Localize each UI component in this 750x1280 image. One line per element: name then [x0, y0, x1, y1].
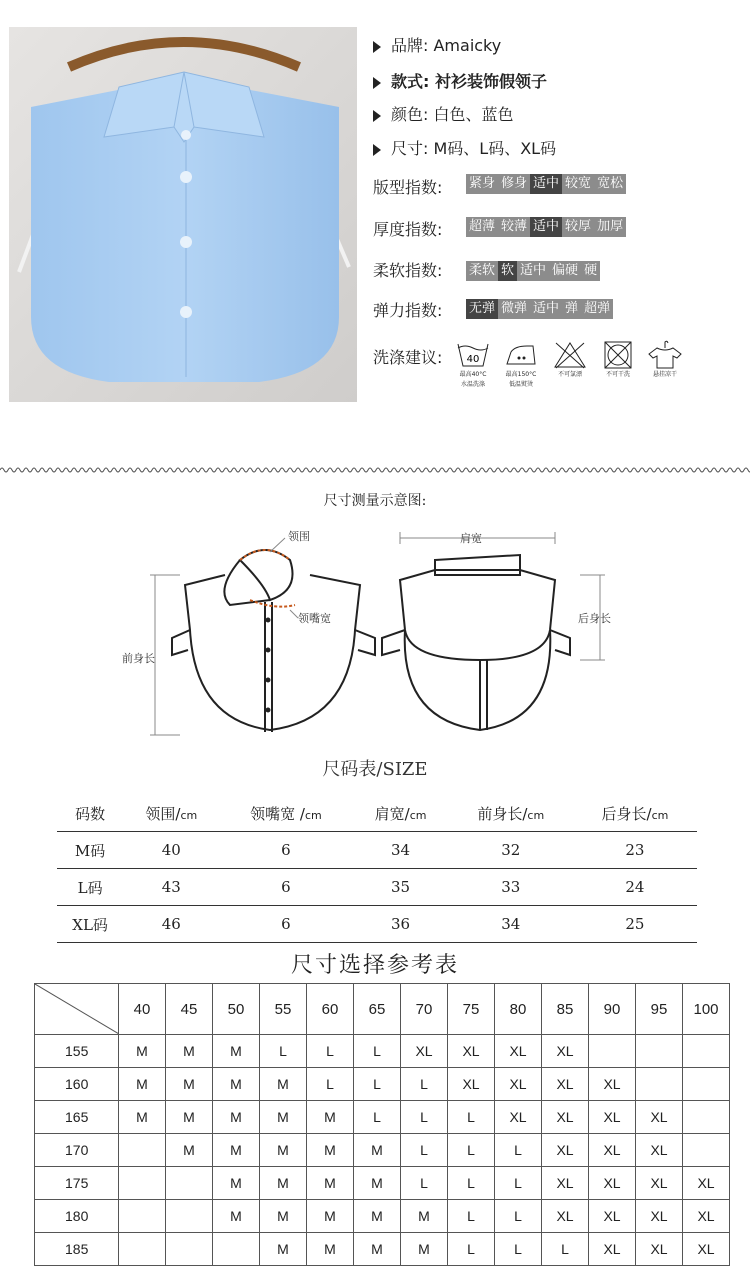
label-back: 后身长	[578, 612, 611, 625]
size-cell: M	[213, 1167, 260, 1200]
measure-diagram	[100, 520, 660, 750]
triangle-bullet-icon	[373, 144, 381, 156]
label-collar-tip: 领嘴宽	[298, 612, 331, 625]
no-tumble-dry-icon	[598, 340, 638, 380]
softness-index-label: 柔软指数:	[373, 261, 443, 280]
cell: 6	[281, 841, 291, 859]
cell: 6	[281, 915, 291, 933]
index-option: 超弹	[581, 299, 613, 319]
size-cell	[166, 1233, 213, 1266]
index-option: 软	[498, 261, 517, 281]
size-cell: M	[307, 1200, 354, 1233]
cell: 23	[625, 841, 645, 859]
cell: 25	[625, 915, 645, 933]
cell: L码	[77, 878, 103, 897]
size-cell: XL	[448, 1035, 495, 1068]
height-row-header: 175	[35, 1167, 119, 1200]
size-cell: M	[354, 1200, 401, 1233]
index-option: 偏硬	[549, 261, 581, 281]
size-cell: M	[213, 1134, 260, 1167]
index-option: 弹	[562, 299, 581, 319]
size-cell: M	[119, 1035, 166, 1068]
weight-column-header: 65	[354, 984, 401, 1035]
size-cell: XL	[636, 1167, 683, 1200]
size-cell: M	[260, 1068, 307, 1101]
index-option: 修身	[498, 174, 530, 194]
wash-label: 洗涤建议:	[373, 348, 443, 367]
height-row-header: 165	[35, 1101, 119, 1134]
index-option: 紧身	[466, 174, 498, 194]
size-cell: M	[119, 1068, 166, 1101]
size-cell: M	[354, 1233, 401, 1266]
size-cell: L	[495, 1200, 542, 1233]
attr-style: 款式: 衬衫装饰假领子	[373, 69, 547, 92]
wash-caption-2: 水温洗涤	[460, 381, 485, 388]
table-row	[57, 869, 697, 906]
size-cell: M	[119, 1101, 166, 1134]
index-option: 适中	[530, 217, 562, 237]
size-cell: M	[166, 1068, 213, 1101]
size-cell: XL	[542, 1167, 589, 1200]
size-cell: XL	[542, 1068, 589, 1101]
size-cell: L	[401, 1167, 448, 1200]
size-cell: L	[354, 1068, 401, 1101]
reference-title: 尺寸选择参考表	[290, 953, 459, 978]
corner-cell	[35, 984, 119, 1035]
size-table-title: 尺码表/SIZE	[322, 759, 428, 780]
weight-column-header: 95	[636, 984, 683, 1035]
iron-150-icon	[501, 340, 541, 390]
index-option: 较宽	[562, 174, 594, 194]
weight-column-header: 50	[213, 984, 260, 1035]
diagonal-line	[35, 984, 119, 1034]
iron-caption-1: 最高150°C	[505, 371, 537, 378]
weight-column-header: 80	[495, 984, 542, 1035]
size-cell: M	[166, 1134, 213, 1167]
size-cell: L	[542, 1233, 589, 1266]
size-cell	[119, 1167, 166, 1200]
size-cell: M	[260, 1233, 307, 1266]
weight-column-header: 90	[589, 984, 636, 1035]
cell: 34	[501, 915, 521, 933]
size-cell: XL	[589, 1200, 636, 1233]
header-back: 后身长/cm	[601, 804, 669, 823]
cell: XL码	[72, 915, 108, 934]
size-cell: XL	[495, 1101, 542, 1134]
size-cell: M	[307, 1134, 354, 1167]
index-option: 加厚	[594, 217, 626, 237]
size-table	[57, 795, 697, 943]
size-cell: XL	[495, 1035, 542, 1068]
cell: 33	[501, 878, 521, 896]
size-cell: XL	[542, 1035, 589, 1068]
header-front: 前身长/cm	[477, 804, 545, 823]
size-cell: L	[448, 1167, 495, 1200]
size-cell	[213, 1233, 260, 1266]
header-collar: 领围/cm	[145, 804, 198, 823]
cell: 43	[161, 878, 181, 896]
height-row-header: 160	[35, 1068, 119, 1101]
no-bleach-caption: 不可氯漂	[557, 371, 582, 378]
table-row	[35, 1101, 730, 1134]
table-row	[35, 1035, 730, 1068]
index-option: 适中	[517, 261, 549, 281]
weight-column-header: 70	[401, 984, 448, 1035]
no-tumble-caption: 不可干洗	[605, 371, 630, 378]
height-row-header: 155	[35, 1035, 119, 1068]
size-cell: L	[448, 1134, 495, 1167]
header-collar-tip: 领嘴宽 /cm	[250, 804, 322, 823]
hang-dry-icon	[645, 340, 685, 380]
cell: 36	[391, 915, 411, 933]
size-cell: L	[401, 1134, 448, 1167]
cell: 34	[391, 841, 411, 859]
size-cell: XL	[636, 1200, 683, 1233]
index-option: 宽松	[594, 174, 626, 194]
cell: 46	[161, 915, 181, 933]
size-cell: L	[495, 1233, 542, 1266]
no-bleach-icon	[550, 340, 590, 380]
attr-color: 颜色: 白色、蓝色	[373, 102, 513, 125]
size-cell: L	[354, 1101, 401, 1134]
size-cell: XL	[542, 1134, 589, 1167]
measure-title: 尺寸测量示意图:	[323, 493, 427, 509]
size-cell	[119, 1233, 166, 1266]
header-shoulder: 肩宽/cm	[374, 804, 427, 823]
size-cell: L	[307, 1068, 354, 1101]
size-cell: XL	[636, 1134, 683, 1167]
size-cell	[683, 1134, 730, 1167]
size-cell: M	[260, 1134, 307, 1167]
weight-column-header: 40	[119, 984, 166, 1035]
size-cell: XL	[401, 1035, 448, 1068]
elasticity-index-label: 弹力指数:	[373, 301, 443, 320]
label-collar: 领围	[288, 530, 310, 543]
table-row	[57, 906, 697, 943]
size-cell	[166, 1167, 213, 1200]
size-cell: XL	[589, 1134, 636, 1167]
cell: 6	[281, 878, 291, 896]
size-cell: XL	[636, 1233, 683, 1266]
size-cell: M	[401, 1233, 448, 1266]
cell: 40	[161, 841, 181, 859]
index-option: 无弹	[466, 299, 498, 319]
size-cell: L	[260, 1035, 307, 1068]
table-row	[35, 1233, 730, 1266]
size-cell: M	[166, 1101, 213, 1134]
wave-divider	[0, 464, 750, 476]
size-cell	[683, 1035, 730, 1068]
size-cell: L	[354, 1035, 401, 1068]
fit-index-label: 版型指数:	[373, 178, 443, 197]
reference-header-row	[35, 984, 730, 1035]
index-option: 较厚	[562, 217, 594, 237]
label-shoulder: 肩宽	[460, 532, 482, 545]
size-cell: L	[495, 1167, 542, 1200]
table-row	[57, 832, 697, 869]
attr-size: 尺寸: M码、L码、XL码	[373, 136, 556, 159]
weight-column-header: 85	[542, 984, 589, 1035]
cell: 24	[625, 878, 645, 896]
size-cell: XL	[683, 1233, 730, 1266]
elasticity-index-bar	[466, 299, 613, 319]
size-cell: M	[401, 1200, 448, 1233]
triangle-bullet-icon	[373, 41, 381, 53]
size-cell	[589, 1035, 636, 1068]
size-cell: M	[260, 1200, 307, 1233]
size-cell: XL	[448, 1068, 495, 1101]
size-cell: M	[354, 1167, 401, 1200]
size-cell	[119, 1200, 166, 1233]
size-cell: M	[354, 1134, 401, 1167]
size-cell: XL	[495, 1068, 542, 1101]
size-cell: M	[260, 1167, 307, 1200]
weight-column-header: 45	[166, 984, 213, 1035]
wash-40-icon	[453, 340, 493, 390]
size-cell: XL	[542, 1101, 589, 1134]
product-photo	[9, 27, 357, 402]
weight-column-header: 100	[683, 984, 730, 1035]
size-cell: XL	[636, 1101, 683, 1134]
table-row	[35, 1134, 730, 1167]
size-cell: M	[260, 1101, 307, 1134]
size-cell: L	[401, 1068, 448, 1101]
iron-caption-2: 低温熨烫	[508, 381, 533, 388]
size-cell: L	[448, 1200, 495, 1233]
size-cell	[636, 1035, 683, 1068]
index-option: 微弹	[498, 299, 530, 319]
wash-caption-1: 最高40°C	[459, 371, 487, 378]
wash-temp-value: 40	[466, 354, 480, 365]
label-front: 前身长	[122, 652, 155, 665]
size-cell: M	[307, 1233, 354, 1266]
size-cell	[119, 1134, 166, 1167]
size-cell: M	[307, 1101, 354, 1134]
fit-index-bar	[466, 174, 626, 194]
size-cell: L	[448, 1101, 495, 1134]
size-cell	[166, 1200, 213, 1233]
cell: M码	[74, 841, 106, 860]
weight-column-header: 60	[307, 984, 354, 1035]
size-cell: L	[401, 1101, 448, 1134]
reference-table	[34, 983, 730, 1266]
thickness-index-label: 厚度指数:	[373, 220, 443, 239]
height-row-header: 180	[35, 1200, 119, 1233]
index-option: 超薄	[466, 217, 498, 237]
size-cell: M	[213, 1035, 260, 1068]
size-cell: XL	[589, 1233, 636, 1266]
size-cell: M	[213, 1200, 260, 1233]
table-row	[35, 1200, 730, 1233]
index-option: 适中	[530, 174, 562, 194]
weight-column-header: 55	[260, 984, 307, 1035]
attr-brand: 品牌: Amaicky	[373, 33, 501, 56]
weight-column-header: 75	[448, 984, 495, 1035]
size-cell	[683, 1101, 730, 1134]
size-cell: XL	[589, 1101, 636, 1134]
thickness-index-bar	[466, 217, 626, 237]
table-row	[35, 1167, 730, 1200]
cell: 32	[501, 841, 521, 859]
header-size: 码数	[75, 804, 106, 823]
size-cell: XL	[589, 1167, 636, 1200]
softness-index-bar	[466, 261, 600, 281]
cell: 35	[391, 878, 411, 896]
size-cell: L	[495, 1134, 542, 1167]
index-option: 较薄	[498, 217, 530, 237]
table-row	[35, 1068, 730, 1101]
triangle-bullet-icon	[373, 110, 381, 122]
height-row-header: 185	[35, 1233, 119, 1266]
size-cell: L	[448, 1233, 495, 1266]
size-cell: M	[166, 1035, 213, 1068]
size-cell: L	[307, 1035, 354, 1068]
size-cell: M	[213, 1101, 260, 1134]
index-option: 硬	[581, 261, 600, 281]
index-option: 柔软	[466, 261, 498, 281]
size-cell	[636, 1068, 683, 1101]
hang-dry-caption: 悬挂凉干	[652, 371, 677, 378]
height-row-header: 170	[35, 1134, 119, 1167]
size-table-header	[57, 795, 697, 832]
size-cell: M	[307, 1167, 354, 1200]
size-cell: XL	[683, 1200, 730, 1233]
size-cell	[683, 1068, 730, 1101]
size-cell: XL	[542, 1200, 589, 1233]
index-option: 适中	[530, 299, 562, 319]
size-cell: XL	[589, 1068, 636, 1101]
size-cell: M	[213, 1068, 260, 1101]
triangle-bullet-icon	[373, 77, 381, 89]
size-cell: XL	[683, 1167, 730, 1200]
